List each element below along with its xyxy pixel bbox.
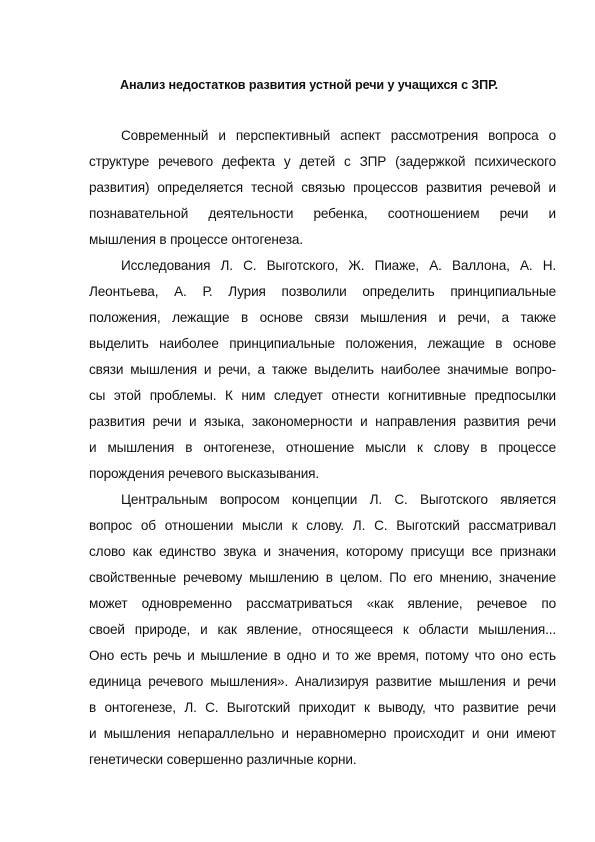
paragraph-3-line-8: единица речевого мышления». Анализируя развитие мышления и речи [89, 674, 556, 689]
paragraph-3-line-11: генетически совершенно различные корни. [89, 752, 357, 767]
paragraph-3-line-7: Оно есть речь и мышление в одно и то же время, потому что оно есть [89, 648, 556, 663]
paragraph-2-line-3: положения, лежащие в основе связи мышления и речи, а также [89, 310, 556, 325]
paragraph-1-line-1: Современный и перспективный аспект рассмотрения вопроса о [121, 128, 556, 143]
paragraph-3-line-1: Центральным вопросом концепции Л. С. Выготского является [121, 492, 556, 507]
paragraph-1-line-2: структуре речевого дефекта у детей с ЗПР (задержкой психического [89, 154, 556, 169]
paragraph-3-line-3: слово как единство звука и значения, которому присущи все признаки [89, 544, 556, 559]
paragraph-3-line-4: свойственные речевому мышлению в целом. По его мнению, значение [89, 570, 556, 585]
paragraph-1-line-4: познавательной деятельности ребенка, соотношением речи и [89, 206, 556, 221]
paragraph-2-line-2: Леонтьева, А. Р. Лурия позволили определить принципиальные [89, 284, 556, 299]
paragraph-3-line-6: своей природе, и как явление, относящееся к области мышления... [89, 622, 556, 637]
paragraph-3-line-5: может одновременно рассматриваться «как явление, речевое по [89, 596, 556, 611]
paragraph-3-line-10: и мышления непараллельно и неравномерно происходит и они имеют [89, 726, 556, 741]
paragraph-2-line-4: выделить наиболее принципиальные положения, лежащие в основе [89, 336, 556, 351]
paragraph-1-line-5: мышления в процессе онтогенеза. [89, 232, 303, 247]
paragraph-2-line-6: сы этой проблемы. К ним следует отнести когнитивные предпосылки [89, 388, 556, 403]
paragraph-2-line-9: порождения речевого высказывания. [89, 466, 320, 481]
document-title: Анализ недостатков развития устной речи у учащихся с ЗПР. [120, 78, 498, 92]
paragraph-2-line-1: Исследования Л. С. Выготского, Ж. Пиаже, А. Валлона, А. Н. [121, 258, 556, 273]
paragraph-3-line-9: в онтогенезе, Л. С. Выготский приходит к выводу, что развитие речи [89, 700, 556, 715]
paragraph-2-line-7: развития речи и языка, закономерности и направления развития речи [89, 414, 556, 429]
paragraph-2-line-5: связи мышления и речи, а также выделить наиболее значимые вопро- [89, 362, 556, 377]
paragraph-3-line-2: вопрос об отношении мысли к слову. Л. С. Выготский рассматривал [89, 518, 556, 533]
paragraph-1-line-3: развития) определяется тесной связью процессов развития речевой и [89, 180, 556, 195]
paragraph-2-line-8: и мышления в онтогенезе, отношение мысли к слову в процессе [89, 440, 556, 455]
